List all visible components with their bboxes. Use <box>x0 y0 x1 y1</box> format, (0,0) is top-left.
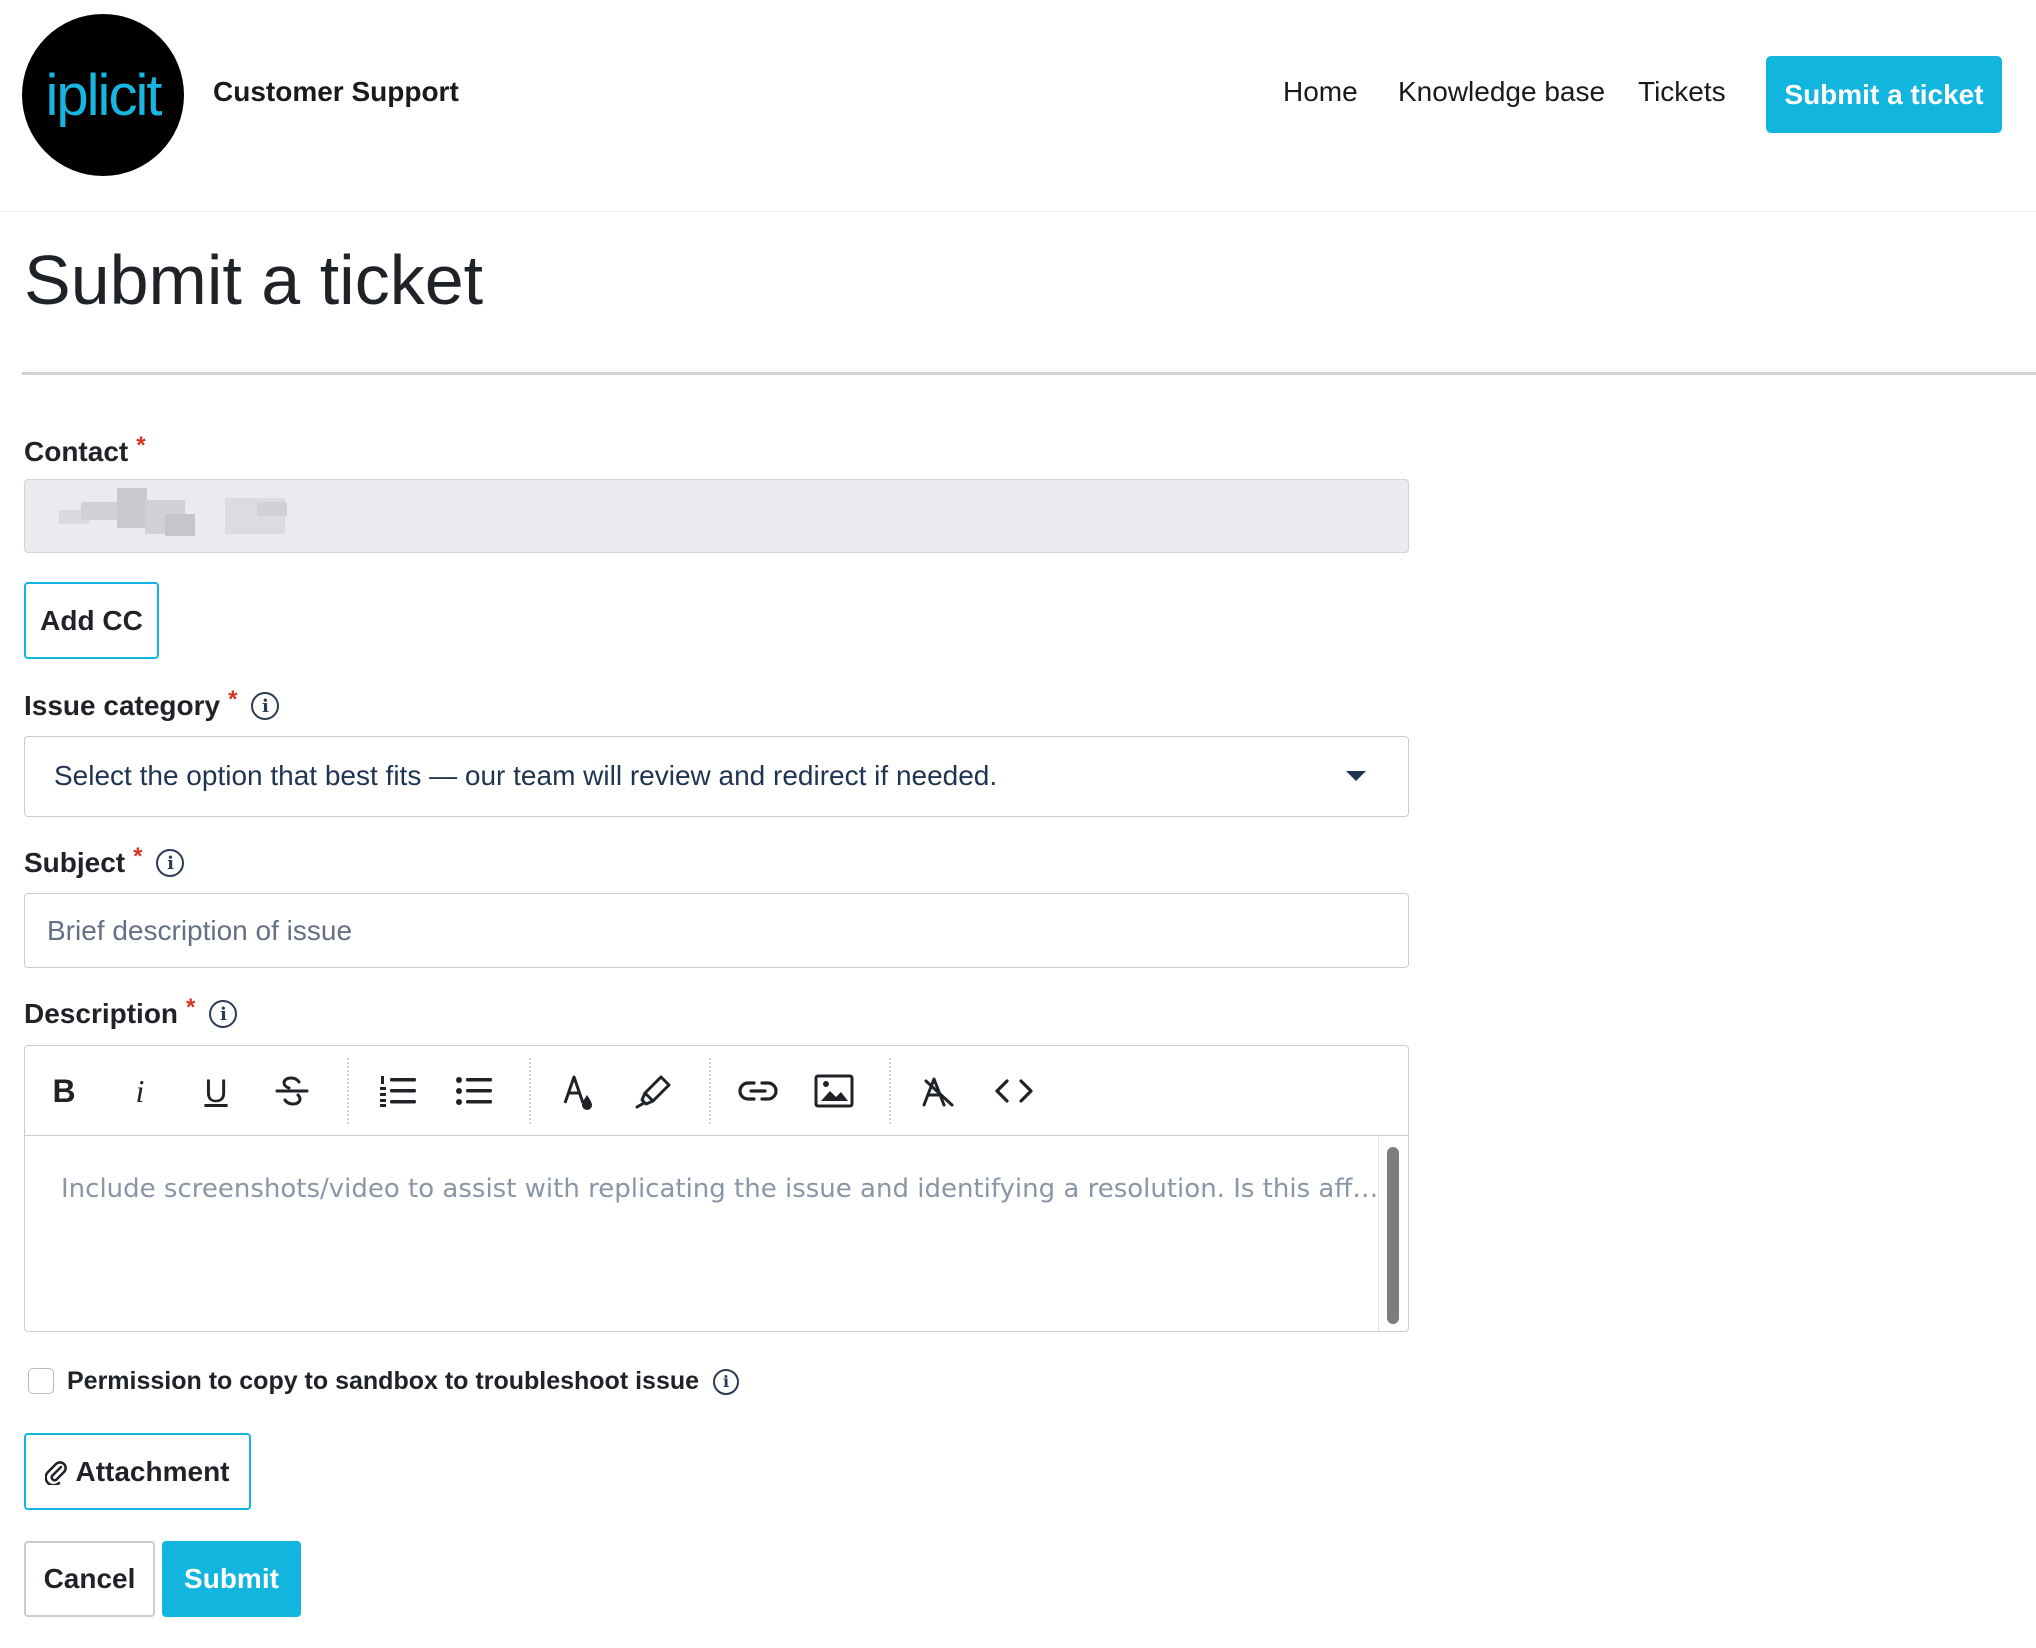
nav-tickets-link[interactable]: Tickets <box>1638 76 1726 107</box>
text-color-button[interactable] <box>555 1068 601 1114</box>
description-label <box>24 994 237 1030</box>
logo-text: iplicit <box>45 62 161 128</box>
image-icon <box>814 1074 854 1108</box>
contact-label <box>24 432 146 468</box>
subject-label-text: Subject <box>24 847 126 878</box>
highlighter-icon <box>635 1073 673 1109</box>
issue-category-selected-value: Select the option that best fits — our team will review and redirect if needed. <box>54 760 998 791</box>
ordered-list-button[interactable] <box>375 1068 421 1114</box>
attachment-label: Attachment <box>75 1455 230 1487</box>
editor-scrollbar[interactable] <box>1378 1136 1406 1331</box>
italic-button[interactable] <box>117 1068 163 1114</box>
redacted-contact <box>165 514 195 536</box>
redacted-contact <box>117 488 147 528</box>
contact-field[interactable] <box>24 479 1409 553</box>
link-icon <box>738 1079 778 1103</box>
bold-icon: B <box>52 1072 76 1109</box>
iplicit-logo[interactable] <box>22 14 184 176</box>
cancel-button[interactable]: Cancel <box>24 1541 155 1617</box>
subject-input[interactable] <box>25 894 1408 967</box>
chevron-down-icon <box>1346 771 1366 781</box>
nav-home-link[interactable]: Home <box>1283 76 1358 107</box>
bold-button[interactable] <box>41 1068 87 1114</box>
title-divider <box>22 372 2036 375</box>
description-textarea[interactable] <box>25 1136 1380 1331</box>
clear-formatting-button[interactable] <box>915 1068 961 1114</box>
nav-knowledge-base-link[interactable]: Knowledge base <box>1398 76 1606 107</box>
required-marker: * <box>186 994 196 1021</box>
toolbar-separator <box>889 1058 891 1124</box>
code-icon <box>994 1077 1034 1105</box>
text-color-icon <box>560 1071 596 1111</box>
submit-button[interactable]: Submit <box>162 1541 301 1617</box>
site-header <box>0 0 2036 212</box>
description-label-text: Description <box>24 998 179 1029</box>
add-cc-button[interactable]: Add CC <box>24 582 159 659</box>
insert-link-button[interactable] <box>735 1068 781 1114</box>
description-editor <box>24 1045 1409 1332</box>
bullet-list-icon <box>454 1074 494 1108</box>
ordered-list-icon <box>378 1074 418 1108</box>
subject-label <box>24 843 184 879</box>
highlight-button[interactable] <box>631 1068 677 1114</box>
bullet-list-button[interactable] <box>451 1068 497 1114</box>
site-title: Customer Support <box>213 76 459 107</box>
required-marker: * <box>228 686 238 713</box>
description-placeholder: Include screenshots/video to assist with replicating the issue and identifying a resolution. Is this aff… <box>61 1174 1379 1204</box>
underline-icon: U <box>204 1072 228 1109</box>
required-marker: * <box>136 432 146 459</box>
page-title: Submit a ticket <box>24 241 484 319</box>
info-icon[interactable]: i <box>251 692 279 720</box>
clear-formatting-icon <box>920 1073 956 1109</box>
issue-category-label-text: Issue category <box>24 690 221 721</box>
attachment-button[interactable] <box>24 1433 251 1510</box>
toolbar-separator <box>347 1058 349 1124</box>
info-icon[interactable]: i <box>713 1369 739 1395</box>
editor-toolbar <box>25 1046 1408 1136</box>
required-marker: * <box>133 843 143 870</box>
strikethrough-button[interactable] <box>269 1068 315 1114</box>
nav-submit-ticket-button[interactable]: Submit a ticket <box>1766 56 2002 133</box>
issue-category-label <box>24 686 279 722</box>
redacted-contact <box>81 502 121 520</box>
insert-image-button[interactable] <box>811 1068 857 1114</box>
permission-label <box>67 1367 739 1396</box>
paperclip-icon <box>45 1459 67 1485</box>
strikethrough-icon <box>274 1073 310 1109</box>
source-code-button[interactable] <box>991 1068 1037 1114</box>
info-icon[interactable]: i <box>156 849 184 877</box>
contact-label-text: Contact <box>24 436 129 467</box>
permission-checkbox[interactable] <box>28 1368 54 1394</box>
subject-field <box>24 893 1409 968</box>
issue-category-select[interactable] <box>24 736 1409 817</box>
permission-label-text: Permission to copy to sandbox to troubleshoot issue <box>67 1367 700 1395</box>
toolbar-separator <box>709 1058 711 1124</box>
toolbar-separator <box>529 1058 531 1124</box>
italic-icon: i <box>135 1072 145 1109</box>
info-icon[interactable]: i <box>209 1000 237 1028</box>
redacted-contact <box>257 502 287 516</box>
underline-button[interactable] <box>193 1068 239 1114</box>
scrollbar-thumb[interactable] <box>1387 1147 1399 1324</box>
